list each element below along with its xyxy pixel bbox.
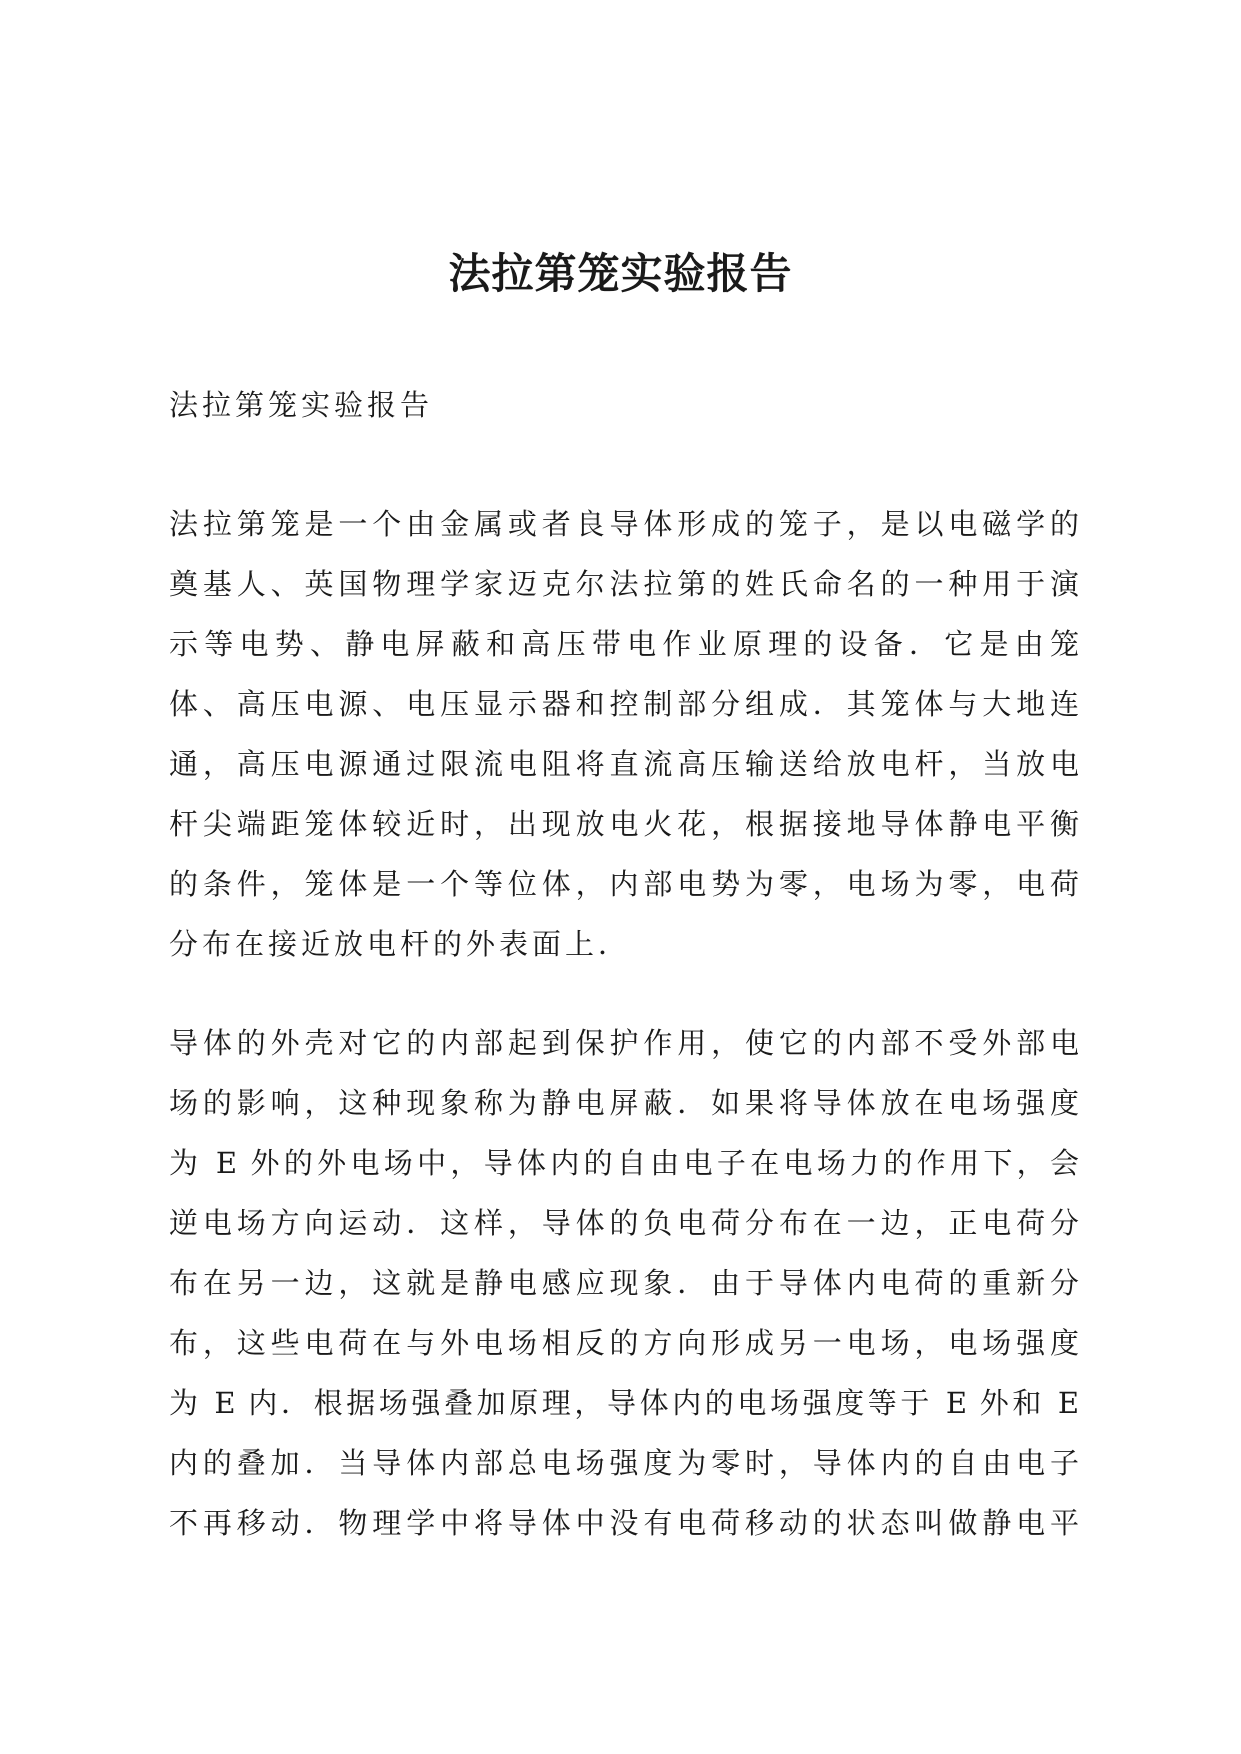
paragraph-line: 通，高压电源通过限流电阻将直流高压输送给放电杆，当放电: [169, 747, 1079, 781]
paragraph-line: 为 E 外的外电场中，导体内的自由电子在电场力的作用下，会: [169, 1146, 1079, 1180]
paragraph-line: 不再移动．物理学中将导体中没有电荷移动的状态叫做静电平: [169, 1506, 1079, 1540]
paragraph-line: 布，这些电荷在与外电场相反的方向形成另一电场，电场强度: [169, 1326, 1079, 1360]
paragraph-1: [169, 494, 1079, 974]
paragraph-line: 的条件，笼体是一个等位体，内部电势为零，电场为零，电荷: [169, 867, 1079, 901]
paragraph-line: 为 E 内．根据场强叠加原理，导体内的电场强度等于 E 外和 E: [169, 1386, 1079, 1420]
paragraph-2: [169, 1013, 1079, 1553]
paragraph-line: 逆电场方向运动．这样，导体的负电荷分布在一边，正电荷分: [169, 1206, 1079, 1240]
paragraph-line: 杆尖端距笼体较近时，出现放电火花，根据接地导体静电平衡: [169, 807, 1079, 841]
paragraph-line: 场的影响，这种现象称为静电屏蔽．如果将导体放在电场强度: [169, 1086, 1079, 1120]
paragraph-line: 体、高压电源、电压显示器和控制部分组成．其笼体与大地连: [169, 687, 1079, 721]
paragraph-line: 示等电势、静电屏蔽和高压带电作业原理的设备．它是由笼: [169, 627, 1079, 661]
paragraph-line: 法拉第笼是一个由金属或者良导体形成的笼子，是以电磁学的: [169, 507, 1079, 541]
document-subtitle: 法拉第笼实验报告: [169, 388, 434, 422]
paragraph-line: 布在另一边，这就是静电感应现象．由于导体内电荷的重新分: [169, 1266, 1079, 1300]
paragraph-line: 导体的外壳对它的内部起到保护作用，使它的内部不受外部电: [169, 1026, 1079, 1060]
paragraph-line: 内的叠加．当导体内部总电场强度为零时，导体内的自由电子: [169, 1446, 1079, 1480]
paragraph-line: 奠基人、英国物理学家迈克尔法拉第的姓氏命名的一种用于演: [169, 567, 1079, 601]
document-title: 法拉第笼实验报告: [448, 249, 793, 298]
paragraph-line: 分布在接近放电杆的外表面上．: [169, 927, 632, 961]
